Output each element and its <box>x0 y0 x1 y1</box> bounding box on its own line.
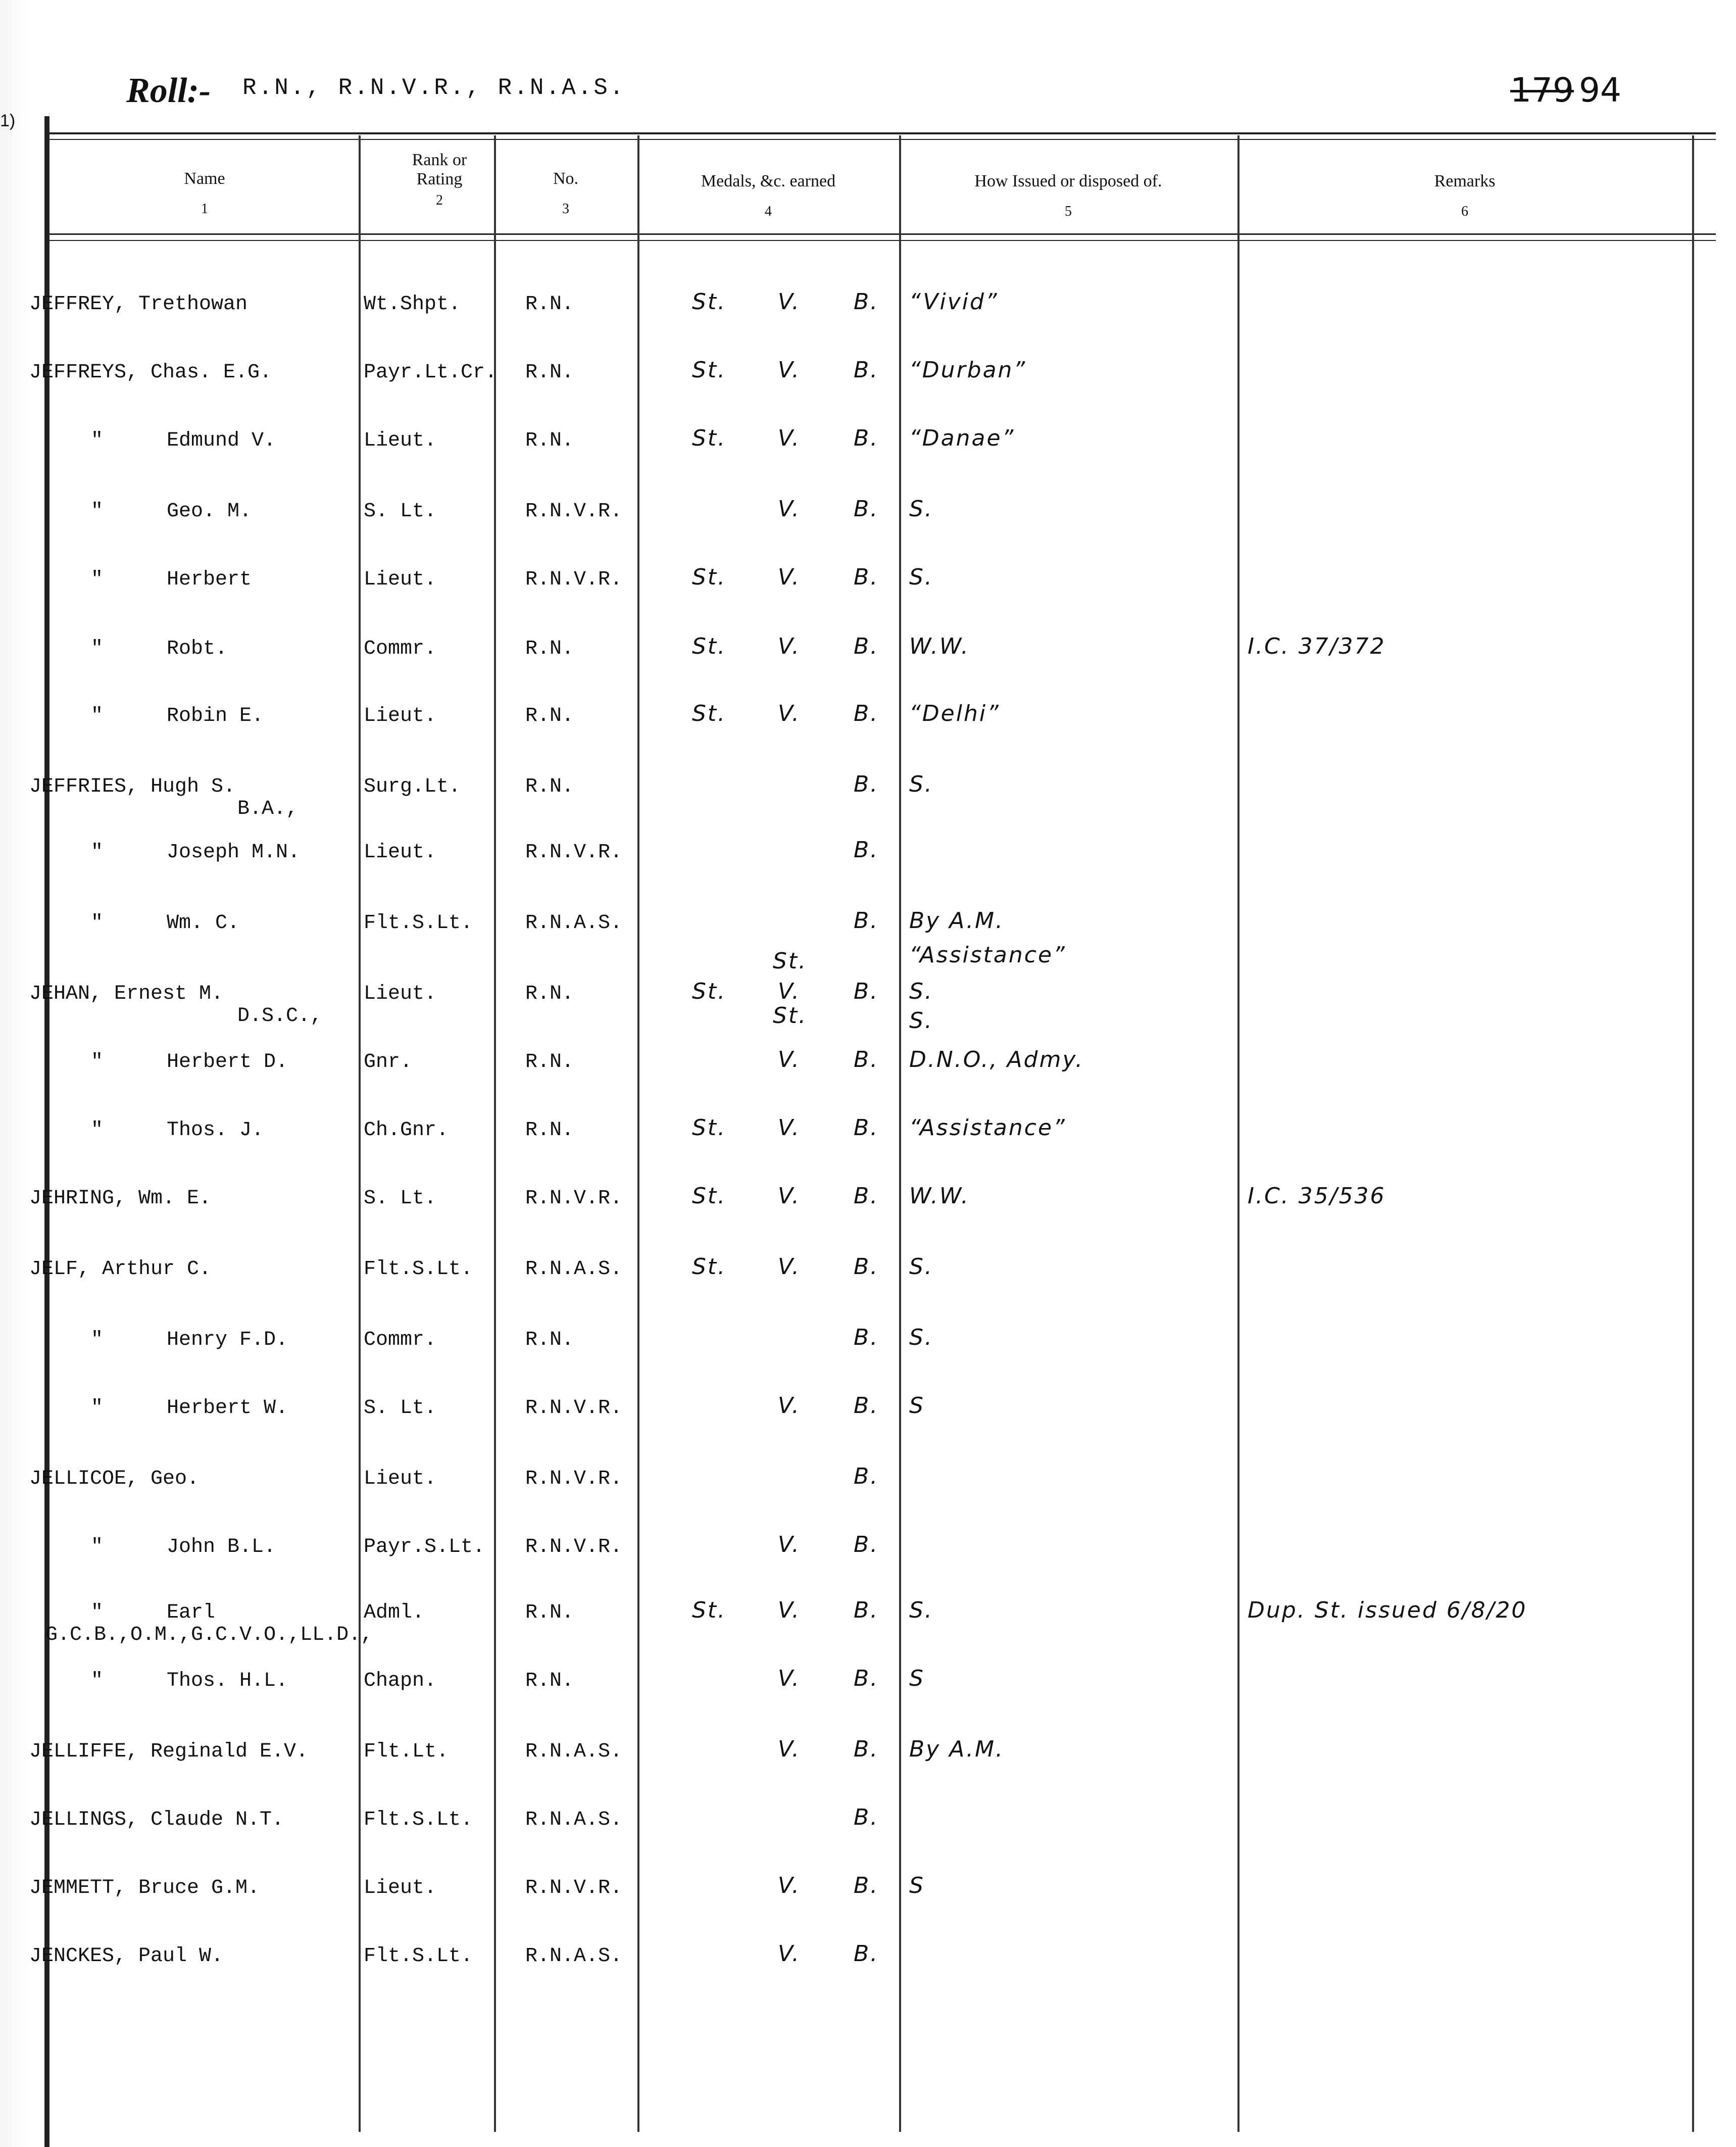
service-no: R.N. <box>525 1670 574 1692</box>
medal-victory: V. <box>778 564 801 590</box>
surname: JEFFREYS, <box>29 361 139 384</box>
medal-british-war: B. <box>854 1804 879 1830</box>
medal-victory: V. <box>778 1666 801 1691</box>
surname-ditto: " <box>91 1536 104 1558</box>
medal-victory: V. <box>778 1941 801 1967</box>
service-no: R.N.V.R. <box>525 1187 623 1210</box>
service-no: R.N.V.R. <box>525 1536 623 1558</box>
service-no: R.N.A.S. <box>525 1809 623 1831</box>
given-names: Ernest M. <box>114 983 224 1005</box>
table-row <box>0 289 1736 361</box>
service-no: R.N. <box>525 1119 574 1142</box>
given-names: John B.L. <box>167 1536 276 1558</box>
rank: Commr. <box>364 1329 437 1351</box>
medal-star: St. <box>692 1597 727 1623</box>
rank: Payr.Lt.Cr. <box>364 361 498 384</box>
surname-ditto: " <box>91 912 104 935</box>
issued-via: “Durban” <box>909 357 1027 383</box>
rank: Flt.S.Lt. <box>364 912 473 935</box>
rank: Wt.Shpt. <box>364 293 461 316</box>
service-no: R.N. <box>525 1329 574 1351</box>
medal-star: St. <box>692 979 727 1004</box>
surname-ditto: " <box>91 1329 104 1351</box>
issued-via: D.N.O., Admy. <box>909 1047 1084 1072</box>
medal-british-war: B. <box>854 1393 879 1419</box>
medal-star: St. <box>692 1115 727 1141</box>
medal-star: St. <box>692 701 727 726</box>
service-no: R.N.V.R. <box>525 1877 623 1899</box>
issued-via: S <box>909 1393 925 1419</box>
service-no: R.N. <box>525 1601 574 1624</box>
surname: JENCKES, <box>29 1945 127 1968</box>
given-names: Robin E. <box>167 705 264 727</box>
rank: Lieut. <box>364 983 437 1005</box>
rank: Flt.S.Lt. <box>364 1258 473 1281</box>
surname: JEFFRIES, <box>29 775 139 798</box>
medal-star: St. <box>773 948 808 974</box>
surname-ditto: " <box>91 638 104 660</box>
medal-victory: V. <box>778 1597 801 1623</box>
name-honours: B.A., <box>237 798 299 820</box>
surname: JEFFREY, <box>29 293 127 316</box>
surname-ditto: " <box>91 1051 104 1074</box>
table-row <box>0 1736 1736 1809</box>
given-names: Herbert <box>167 568 252 591</box>
given-names: Geo. <box>151 1468 200 1490</box>
table-row <box>0 1532 1736 1604</box>
medal-victory: V. <box>778 289 801 315</box>
table-row <box>0 771 1736 844</box>
table-row <box>0 1047 1736 1119</box>
rank: Flt.S.Lt. <box>364 1809 473 1831</box>
medal-british-war: B. <box>854 1254 879 1280</box>
medal-victory: V. <box>778 1873 801 1898</box>
issued-note: “Assistance” <box>909 942 1066 968</box>
medal-victory: V. <box>778 1736 801 1762</box>
medal-victory: V. <box>778 496 801 522</box>
medal-british-war: B. <box>854 564 879 590</box>
given-names: Herbert D. <box>167 1051 288 1074</box>
medal-british-war: B. <box>854 1941 879 1967</box>
medal-british-war: B. <box>854 1666 879 1691</box>
medal-british-war: B. <box>854 701 879 726</box>
medal-british-war: B. <box>854 837 879 863</box>
rank: S. Lt. <box>364 1187 437 1210</box>
top-rule <box>45 132 1716 134</box>
medal-star: St. <box>773 1003 808 1029</box>
table-row <box>0 1941 1736 2013</box>
table-row <box>0 633 1736 706</box>
given-names: Henry F.D. <box>167 1329 288 1351</box>
medal-star: St. <box>692 357 727 383</box>
table-row <box>0 1183 1736 1255</box>
medal-star: St. <box>692 633 727 659</box>
col-header-medals: Medals, &c. earned 4 <box>701 172 836 219</box>
given-names: Edmund V. <box>167 429 276 452</box>
rank: Flt.S.Lt. <box>364 1945 473 1968</box>
issued-via: W.W. <box>909 1183 970 1209</box>
given-names: Wm. C. <box>167 912 240 935</box>
issued-via: By A.M. <box>909 1736 1005 1762</box>
given-names: Chas. E.G. <box>151 361 272 384</box>
medal-victory: V. <box>778 1393 801 1419</box>
service-no: R.N. <box>525 1051 574 1074</box>
rank: Lieut. <box>364 429 437 452</box>
issued-via: S. <box>909 564 933 590</box>
top-rule-thin <box>45 139 1716 140</box>
given-names: Reginald E.V. <box>151 1740 309 1763</box>
medal-british-war: B. <box>854 1463 879 1489</box>
issued-note: S. <box>909 1008 933 1034</box>
table-row <box>0 1393 1736 1465</box>
issued-via: S <box>909 1873 925 1898</box>
table-row <box>0 1115 1736 1187</box>
given-names: Thos. J. <box>167 1119 264 1142</box>
rank: Lieut. <box>364 568 437 591</box>
surname-ditto: " <box>91 841 104 864</box>
surname: JEMMETT, <box>29 1877 127 1899</box>
service-no: R.N. <box>525 429 574 452</box>
table-row <box>0 425 1736 498</box>
service-no: R.N.A.S. <box>525 912 623 935</box>
roll-label: Roll:- <box>126 71 211 110</box>
surname: JELLIFFE, <box>29 1740 139 1763</box>
medal-british-war: B. <box>854 1115 879 1141</box>
issued-via: By A.M. <box>909 908 1005 934</box>
table-row <box>0 1254 1736 1326</box>
remarks: Dup. St. issued 6/8/20 <box>1248 1597 1527 1623</box>
medal-star: St. <box>692 425 727 451</box>
medal-star: St. <box>692 564 727 590</box>
col-header-rank: Rank or Rating 2 <box>412 151 467 208</box>
medal-victory: V. <box>778 1115 801 1141</box>
issued-via: “Vivid” <box>909 289 999 315</box>
surname: JELLINGS, <box>29 1809 139 1831</box>
medal-victory: V. <box>778 1532 801 1557</box>
table-row <box>0 496 1736 568</box>
medal-british-war: B. <box>854 1873 879 1898</box>
medal-british-war: B. <box>854 425 879 451</box>
surname-ditto: " <box>91 500 104 523</box>
surname: JEHAN, <box>29 983 103 1005</box>
service-no: R.N. <box>525 293 574 316</box>
given-names: Thos. H.L. <box>167 1670 288 1692</box>
service-no: R.N.V.R. <box>525 1468 623 1490</box>
medal-british-war: B. <box>854 1325 879 1350</box>
service-no: R.N. <box>525 638 574 660</box>
given-names: Paul W. <box>138 1945 224 1968</box>
table-row <box>0 908 1736 980</box>
remarks: I.C. 35/536 <box>1248 1183 1386 1209</box>
medal-british-war: B. <box>854 1736 879 1762</box>
issued-via: S <box>909 1666 925 1691</box>
rank: S. Lt. <box>364 1397 437 1420</box>
medal-british-war: B. <box>854 289 879 315</box>
issued-via: S. <box>909 771 933 797</box>
roll-service-types: R.N., R.N.V.R., R.N.A.S. <box>242 75 626 101</box>
table-row <box>0 1597 1736 1670</box>
rank: Surg.Lt. <box>364 775 461 798</box>
given-names: Earl <box>167 1601 216 1624</box>
surname-ditto: " <box>91 1601 104 1624</box>
service-no: R.N.V.R. <box>525 841 623 864</box>
medal-british-war: B. <box>854 1047 879 1072</box>
service-no: R.N.V.R. <box>525 568 623 591</box>
medal-star: St. <box>692 289 727 315</box>
issued-via: “Danae” <box>909 425 1015 451</box>
service-no: R.N. <box>525 361 574 384</box>
side-margin-mark: 1) <box>0 111 16 130</box>
medal-victory: V. <box>778 701 801 726</box>
rank: Lieut. <box>364 705 437 727</box>
medal-british-war: B. <box>854 908 879 934</box>
table-row <box>0 701 1736 773</box>
col-header-name: Name 1 <box>184 169 225 217</box>
rank: Chapn. <box>364 1670 437 1692</box>
issued-via: W.W. <box>909 633 970 659</box>
table-row <box>0 1325 1736 1397</box>
rank: Flt.Lt. <box>364 1740 449 1763</box>
table-row <box>0 1463 1736 1536</box>
table-row <box>0 942 1736 1051</box>
rank: Payr.S.Lt. <box>364 1536 485 1558</box>
medal-victory: V. <box>778 979 801 1004</box>
medal-british-war: B. <box>854 357 879 383</box>
medal-british-war: B. <box>854 1597 879 1623</box>
table-row <box>0 1666 1736 1738</box>
rank: S. Lt. <box>364 500 437 523</box>
rank: Lieut. <box>364 841 437 864</box>
service-no: R.N. <box>525 983 574 1005</box>
medal-british-war: B. <box>854 1532 879 1557</box>
service-no: R.N. <box>525 775 574 798</box>
page-number-old: 179 <box>1510 71 1574 110</box>
medal-british-war: B. <box>854 633 879 659</box>
medal-victory: V. <box>778 1047 801 1072</box>
name-honours: G.C.B.,O.M.,G.C.V.O.,LL.D., <box>45 1624 373 1646</box>
medal-british-war: B. <box>854 979 879 1004</box>
given-names: Geo. M. <box>167 500 252 523</box>
surname-ditto: " <box>91 1670 104 1692</box>
table-row <box>0 564 1736 637</box>
issued-via: S. <box>909 979 933 1004</box>
service-no: R.N.A.S. <box>525 1945 623 1968</box>
header-bottom-rule-thin <box>45 240 1716 241</box>
rank: Adml. <box>364 1601 425 1624</box>
issued-via: “Assistance” <box>909 1115 1066 1141</box>
surname: JELF, <box>29 1258 90 1281</box>
medal-victory: V. <box>778 633 801 659</box>
page-number <box>1510 71 1621 110</box>
medal-british-war: B. <box>854 1183 879 1209</box>
rank: Ch.Gnr. <box>364 1119 449 1142</box>
service-no: R.N.V.R. <box>525 1397 623 1420</box>
surname-ditto: " <box>91 429 104 452</box>
medal-victory: V. <box>778 425 801 451</box>
medal-british-war: B. <box>854 496 879 522</box>
service-no: R.N. <box>525 705 574 727</box>
given-names: Claude N.T. <box>151 1809 284 1831</box>
col-header-no: No. 3 <box>553 169 579 217</box>
medal-victory: V. <box>778 1183 801 1209</box>
surname-ditto: " <box>91 705 104 727</box>
rank: Lieut. <box>364 1468 437 1490</box>
name-honours: D.S.C., <box>237 1005 323 1028</box>
remarks: I.C. 37/372 <box>1248 633 1386 659</box>
table-row <box>0 1873 1736 1945</box>
issued-via: S. <box>909 1325 933 1350</box>
service-no: R.N.V.R. <box>525 500 623 523</box>
table-row <box>0 357 1736 429</box>
given-names: Bruce G.M. <box>138 1877 260 1899</box>
given-names: Robt. <box>167 638 228 660</box>
given-names: Joseph M.N. <box>167 841 301 864</box>
medal-star: St. <box>692 1183 727 1209</box>
given-names: Arthur C. <box>102 1258 212 1281</box>
surname: JEHRING, <box>29 1187 127 1210</box>
header-bottom-rule <box>45 233 1716 235</box>
medal-victory: V. <box>778 1254 801 1280</box>
medal-star: St. <box>692 1254 727 1280</box>
page-number-new: 94 <box>1578 71 1621 110</box>
given-names: Trethowan <box>138 293 248 316</box>
table-row <box>0 1804 1736 1877</box>
service-no: R.N.A.S. <box>525 1258 623 1281</box>
service-no: R.N.A.S. <box>525 1740 623 1763</box>
surname-ditto: " <box>91 1397 104 1420</box>
rank: Commr. <box>364 638 437 660</box>
given-names: Hugh S. <box>151 775 236 798</box>
surname-ditto: " <box>91 568 104 591</box>
table-row <box>0 837 1736 909</box>
rank: Lieut. <box>364 1877 437 1899</box>
given-names: Wm. E. <box>138 1187 212 1210</box>
medal-british-war: B. <box>854 771 879 797</box>
rank: Gnr. <box>364 1051 413 1074</box>
given-names: Herbert W. <box>167 1397 288 1420</box>
surname-ditto: " <box>91 1119 104 1142</box>
issued-via: “Delhi” <box>909 701 1000 726</box>
col-header-issued: How Issued or disposed of. 5 <box>974 172 1162 219</box>
issued-via: S. <box>909 496 933 522</box>
surname: JELLICOE, <box>29 1468 139 1490</box>
issued-via: S. <box>909 1254 933 1280</box>
issued-via: S. <box>909 1597 933 1623</box>
medal-victory: V. <box>778 357 801 383</box>
col-header-remarks: Remarks 6 <box>1434 172 1496 219</box>
